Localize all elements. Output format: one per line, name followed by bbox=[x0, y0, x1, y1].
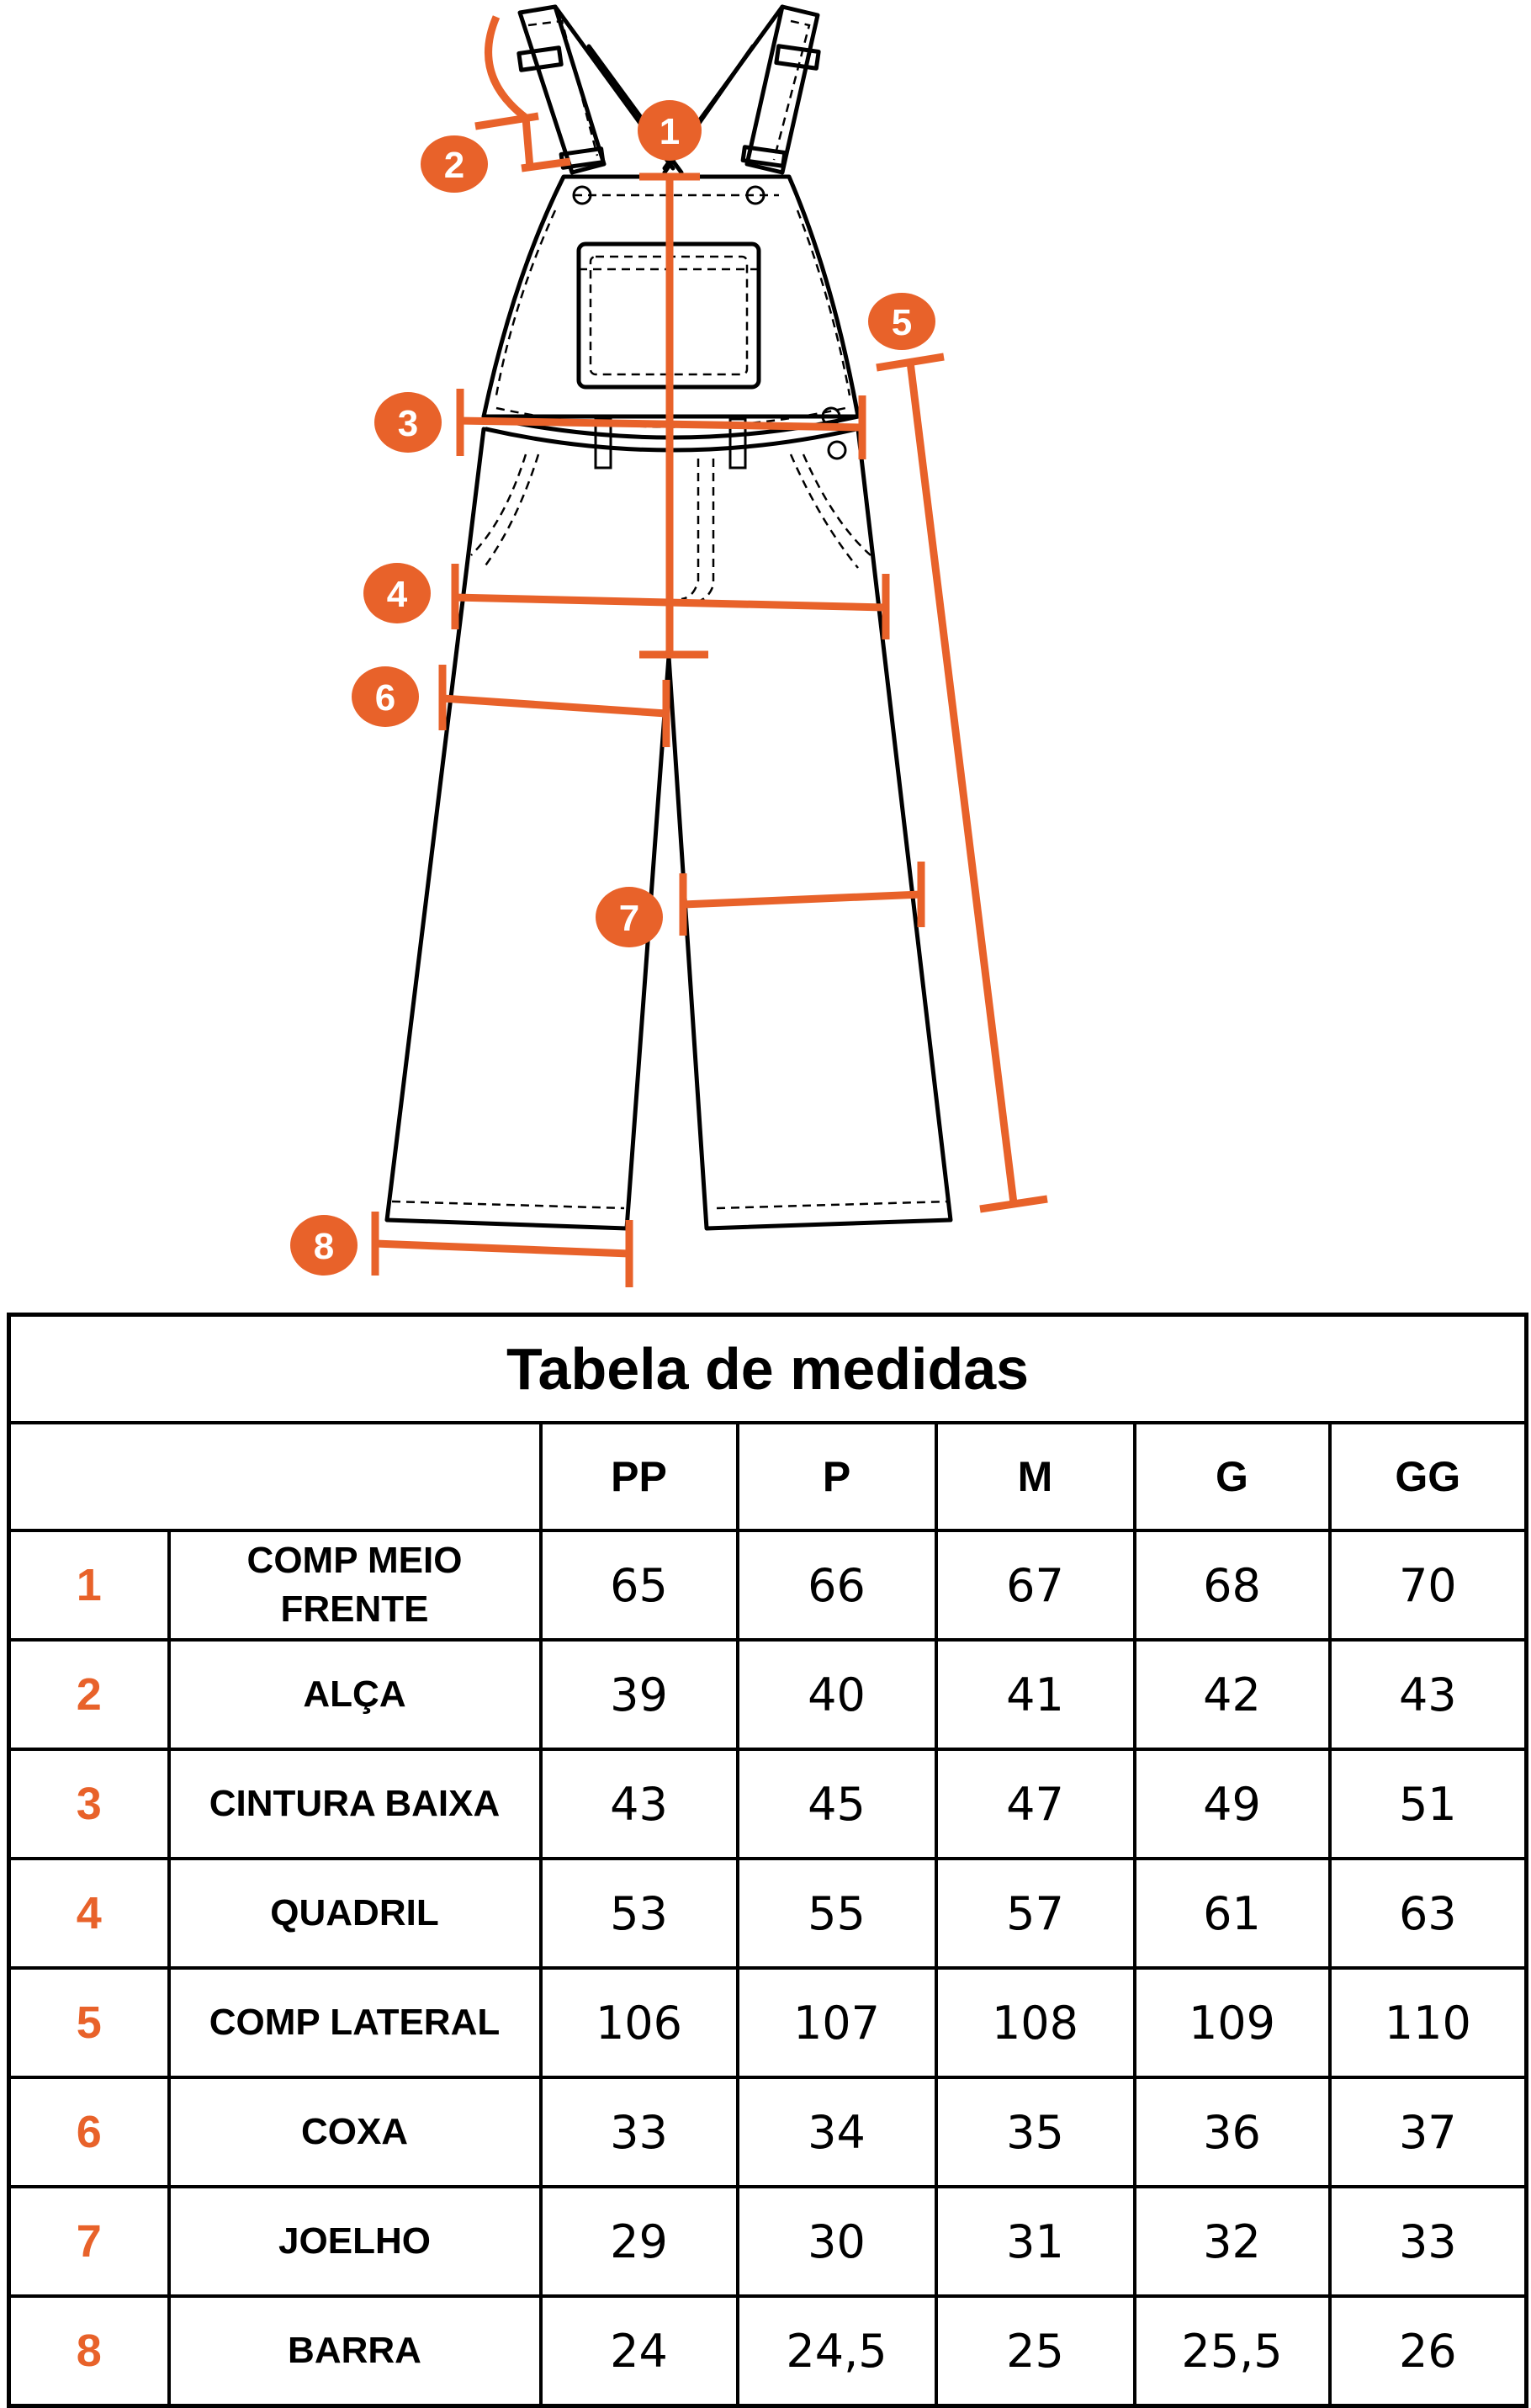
value-m: 47 bbox=[936, 1749, 1135, 1859]
value-g: 36 bbox=[1135, 2077, 1330, 2187]
header-size-pp: PP bbox=[541, 1423, 738, 1530]
marker-5 bbox=[868, 293, 935, 350]
value-p: 34 bbox=[738, 2077, 936, 2187]
marker-4 bbox=[363, 563, 431, 623]
value-pp: 106 bbox=[541, 1968, 738, 2077]
row-number: 7 bbox=[9, 2187, 169, 2296]
table-row bbox=[9, 2077, 1527, 2187]
measurement-label-quadril: QUADRIL bbox=[169, 1859, 541, 1968]
row-number: 2 bbox=[9, 1640, 169, 1749]
value-pp: 33 bbox=[541, 2077, 738, 2187]
value-p: 45 bbox=[738, 1749, 936, 1859]
measurement-lines bbox=[375, 17, 1047, 1287]
value-g: 49 bbox=[1135, 1749, 1330, 1859]
row-number: 8 bbox=[9, 2296, 169, 2406]
size-table bbox=[7, 1313, 1528, 2408]
value-gg: 110 bbox=[1330, 1968, 1527, 2077]
header-size-m: M bbox=[936, 1423, 1135, 1530]
value-pp: 65 bbox=[541, 1530, 738, 1640]
marker-6 bbox=[352, 666, 419, 727]
value-m: 31 bbox=[936, 2187, 1135, 2296]
value-m: 41 bbox=[936, 1640, 1135, 1749]
table-row bbox=[9, 1749, 1527, 1859]
row-number: 1 bbox=[9, 1530, 169, 1640]
value-gg: 26 bbox=[1330, 2296, 1527, 2406]
value-pp: 24 bbox=[541, 2296, 738, 2406]
table-title: Tabela de medidas bbox=[9, 1315, 1527, 1424]
marker-7 bbox=[596, 887, 663, 947]
svg-text:5: 5 bbox=[891, 302, 913, 343]
value-gg: 33 bbox=[1330, 2187, 1527, 2296]
measurement-label-cintura-baixa: CINTURA BAIXA bbox=[169, 1749, 541, 1859]
measurement-label-joelho: JOELHO bbox=[169, 2187, 541, 2296]
value-m: 67 bbox=[936, 1530, 1135, 1640]
svg-text:1: 1 bbox=[659, 111, 681, 152]
measurement-label-coxa: COXA bbox=[169, 2077, 541, 2187]
table-row bbox=[9, 2187, 1527, 2296]
marker-2 bbox=[421, 135, 488, 193]
table-row bbox=[9, 1530, 1527, 1640]
value-g: 25,5 bbox=[1135, 2296, 1330, 2406]
row-number: 5 bbox=[9, 1968, 169, 2077]
value-m: 35 bbox=[936, 2077, 1135, 2187]
svg-text:3: 3 bbox=[397, 403, 419, 444]
header-empty bbox=[9, 1423, 541, 1530]
svg-text:2: 2 bbox=[443, 145, 465, 186]
svg-text:7: 7 bbox=[618, 898, 640, 939]
measurement-label-comp-lateral: COMP LATERAL bbox=[169, 1968, 541, 2077]
value-p: 55 bbox=[738, 1859, 936, 1968]
row-number: 6 bbox=[9, 2077, 169, 2187]
value-pp: 29 bbox=[541, 2187, 738, 2296]
svg-text:6: 6 bbox=[374, 677, 396, 719]
measurement-label-barra: BARRA bbox=[169, 2296, 541, 2406]
value-pp: 43 bbox=[541, 1749, 738, 1859]
value-p: 66 bbox=[738, 1530, 936, 1640]
marker-3 bbox=[374, 392, 442, 453]
value-m: 25 bbox=[936, 2296, 1135, 2406]
value-g: 109 bbox=[1135, 1968, 1330, 2077]
marker-1 bbox=[638, 100, 702, 161]
measurement-label-comp-meio-frente: COMP MEIO FRENTE bbox=[169, 1530, 541, 1640]
marker-8 bbox=[290, 1215, 358, 1276]
table-row bbox=[9, 2296, 1527, 2406]
value-g: 68 bbox=[1135, 1530, 1330, 1640]
header-size-g: G bbox=[1135, 1423, 1330, 1530]
value-g: 42 bbox=[1135, 1640, 1330, 1749]
value-m: 57 bbox=[936, 1859, 1135, 1968]
value-gg: 63 bbox=[1330, 1859, 1527, 1968]
table-row bbox=[9, 1640, 1527, 1749]
value-g: 32 bbox=[1135, 2187, 1330, 2296]
value-pp: 39 bbox=[541, 1640, 738, 1749]
value-m: 108 bbox=[936, 1968, 1135, 2077]
measurement-label-alca: ALÇA bbox=[169, 1640, 541, 1749]
header-size-p: P bbox=[738, 1423, 936, 1530]
svg-text:8: 8 bbox=[313, 1226, 335, 1267]
table-row bbox=[9, 1968, 1527, 2077]
value-p: 30 bbox=[738, 2187, 936, 2296]
row-number: 3 bbox=[9, 1749, 169, 1859]
value-gg: 70 bbox=[1330, 1530, 1527, 1640]
header-size-gg: GG bbox=[1330, 1423, 1527, 1530]
value-pp: 53 bbox=[541, 1859, 738, 1968]
value-p: 24,5 bbox=[738, 2296, 936, 2406]
value-p: 40 bbox=[738, 1640, 936, 1749]
value-gg: 51 bbox=[1330, 1749, 1527, 1859]
svg-text:4: 4 bbox=[386, 574, 408, 615]
value-gg: 43 bbox=[1330, 1640, 1527, 1749]
value-g: 61 bbox=[1135, 1859, 1330, 1968]
table-row bbox=[9, 1859, 1527, 1968]
value-gg: 37 bbox=[1330, 2077, 1527, 2187]
value-p: 107 bbox=[738, 1968, 936, 2077]
row-number: 4 bbox=[9, 1859, 169, 1968]
